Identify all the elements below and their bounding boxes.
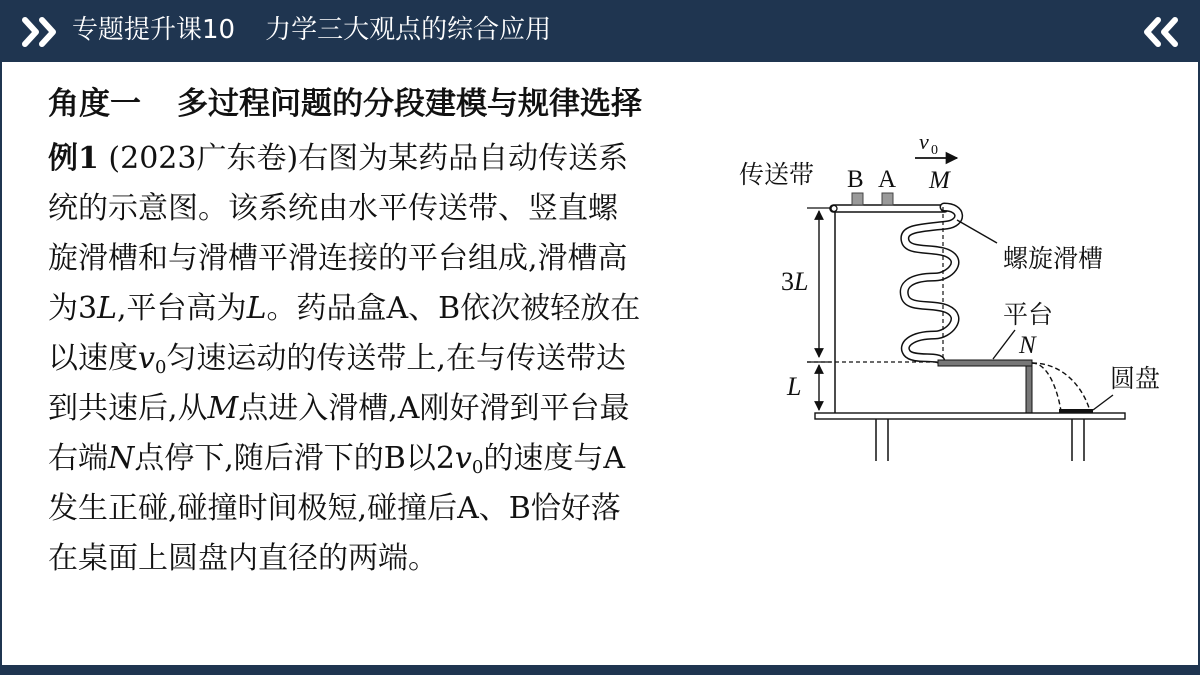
section-heading xyxy=(48,84,728,124)
disk xyxy=(1059,409,1093,413)
point-n-label: N xyxy=(1019,332,1036,359)
table-top xyxy=(815,413,1125,419)
conveyor-system-diagram xyxy=(735,125,1160,470)
platform xyxy=(938,360,1032,366)
disk-label: 圆盘 xyxy=(1110,364,1160,393)
example-label: 例1 xyxy=(48,141,99,176)
double-chevron-left-icon[interactable] xyxy=(1140,17,1178,47)
belt-label: 传送带 xyxy=(739,160,815,189)
belt-pulley-left xyxy=(831,206,837,212)
svg-text:v: v xyxy=(919,129,929,154)
problem-line: 在桌面上圆盘内直径的两端。 xyxy=(48,541,438,576)
problem-text xyxy=(48,134,728,584)
problem-line: 旋滑槽和与滑槽平滑连接的平台组成,滑槽高 xyxy=(48,241,628,276)
topic-label: 力学三大观点的综合应用 xyxy=(265,15,552,45)
height-3l-label: 3L xyxy=(781,267,809,296)
trajectory-near xyxy=(1032,363,1061,411)
problem-source: (2023广东卷) xyxy=(108,141,299,176)
problem-line: 统的示意图。该系统由水平传送带、竖直螺 xyxy=(48,191,618,226)
content-area xyxy=(48,84,728,584)
page-title xyxy=(72,13,551,47)
medicine-box-b xyxy=(852,193,863,205)
disk-leader xyxy=(1093,395,1113,410)
section-title: 多过程问题的分段建模与规律选择 xyxy=(177,86,642,122)
box-b-label: B xyxy=(847,166,864,193)
conveyor-belt xyxy=(830,205,948,212)
platform-leader xyxy=(993,330,1015,359)
point-m-label: M xyxy=(929,167,950,194)
platform-label: 平台 xyxy=(1003,300,1054,329)
double-chevron-right-icon xyxy=(22,17,60,47)
height-l-label: L xyxy=(787,372,802,401)
lesson-label: 专题提升课10 xyxy=(72,15,236,45)
spiral-label: 螺旋滑槽 xyxy=(1003,244,1104,273)
medicine-box-a xyxy=(882,193,893,205)
problem-line: 发生正碰,碰撞时间极短,碰撞后A、B恰好落 xyxy=(48,491,621,526)
velocity-label xyxy=(919,129,938,158)
platform-support xyxy=(1026,366,1032,413)
angle-label: 角度一 xyxy=(48,86,141,122)
problem-line: 到共速后,从M点进入滑槽,A刚好滑到平台最 xyxy=(48,391,630,426)
problem-line: 为3L,平台高为L。药品盒A、B依次被轻放在 xyxy=(48,291,641,326)
footer-bar xyxy=(0,665,1200,675)
header-bar xyxy=(0,0,1200,62)
trajectory-far xyxy=(1032,363,1090,411)
box-a-label: A xyxy=(878,166,897,193)
problem-line: 右端N点停下,随后滑下的B以$2v_0$的速度与A xyxy=(48,441,625,478)
spiral-leader xyxy=(957,220,997,243)
problem-line: 以速度$v_0$匀速运动的传送带上,在与传送带达 xyxy=(48,341,626,378)
problem-line: 例1 (2023广东卷)右图为某药品自动传送系 xyxy=(48,141,629,176)
svg-text:0: 0 xyxy=(931,143,938,158)
